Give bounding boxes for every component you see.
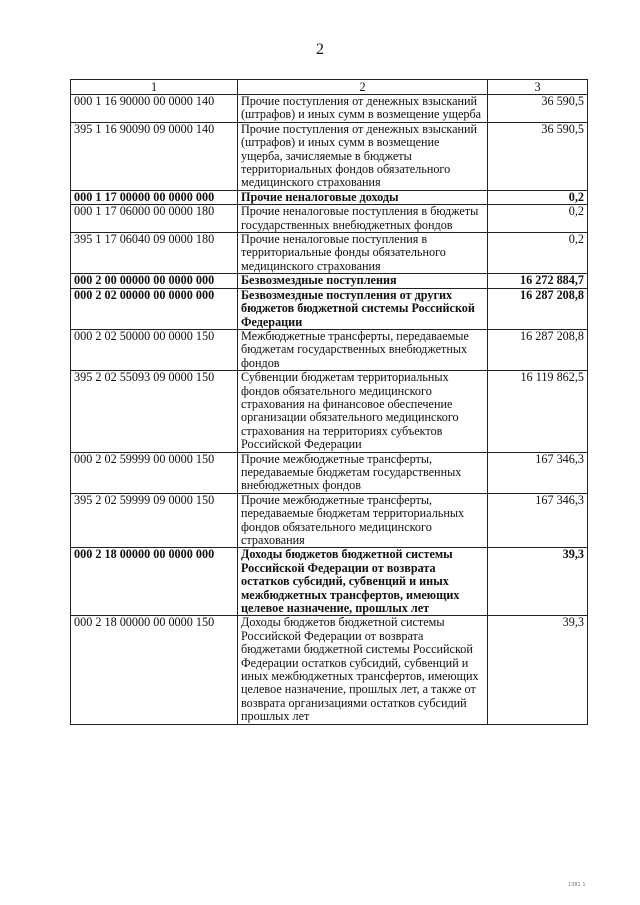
table-row	[71, 233, 588, 274]
revenue-amount: 16 287 208,8	[488, 288, 588, 329]
revenue-amount: 167 346,3	[488, 493, 588, 548]
budget-code: 000 1 17 00000 00 0000 000	[71, 190, 238, 204]
table-row	[71, 616, 588, 724]
revenue-name: Прочие неналоговые доходы	[238, 190, 488, 204]
revenue-name: Доходы бюджетов бюджетной системы Российской Федерации от возврата остатков субсидий, субвенций и иных межбюджетных трансфертов, имеющих целевое назначение, прошлых лет	[238, 548, 488, 616]
table-row	[71, 329, 588, 370]
table-row	[71, 548, 588, 616]
footer-mark: 1381 1	[568, 882, 586, 888]
column-header-2: 2	[238, 80, 488, 95]
revenue-name: Прочие неналоговые поступления в территориальные фонды обязательного медицинского страхования	[238, 233, 488, 274]
revenue-amount: 39,3	[488, 548, 588, 616]
revenue-name: Безвозмездные поступления	[238, 274, 488, 288]
table-row	[71, 452, 588, 493]
column-header-3: 3	[488, 80, 588, 95]
page-number: 2	[316, 41, 324, 58]
revenue-amount: 36 590,5	[488, 122, 588, 190]
budget-code: 000 2 02 59999 00 0000 150	[71, 452, 238, 493]
budget-code: 395 1 16 90090 09 0000 140	[71, 122, 238, 190]
table-row	[71, 205, 588, 233]
column-header-1: 1	[71, 80, 238, 95]
budget-code: 000 2 18 00000 00 0000 150	[71, 616, 238, 724]
table-row	[71, 95, 588, 123]
revenue-amount: 0,2	[488, 190, 588, 204]
revenue-name: Прочие поступления от денежных взысканий (штрафов) и иных сумм в возмещение ущерба	[238, 95, 488, 123]
revenue-amount: 0,2	[488, 233, 588, 274]
revenue-name: Прочие поступления от денежных взысканий (штрафов) и иных сумм в возмещение ущерба, зачисляемые в бюджеты территориальных фондов обязательного медицинского страхования	[238, 122, 488, 190]
budget-code: 000 1 17 06000 00 0000 180	[71, 205, 238, 233]
table-row	[71, 371, 588, 452]
budget-code: 000 2 02 00000 00 0000 000	[71, 288, 238, 329]
budget-code: 000 2 18 00000 00 0000 000	[71, 548, 238, 616]
revenue-amount: 36 590,5	[488, 95, 588, 123]
budget-code: 395 2 02 59999 09 0000 150	[71, 493, 238, 548]
table-row	[71, 493, 588, 548]
budget-code: 000 1 16 90000 00 0000 140	[71, 95, 238, 123]
revenue-amount: 0,2	[488, 205, 588, 233]
table-row	[71, 288, 588, 329]
revenue-amount: 16 119 862,5	[488, 371, 588, 452]
table-row	[71, 190, 588, 204]
table-header-row	[71, 80, 588, 95]
table-row	[71, 122, 588, 190]
revenue-name: Прочие межбюджетные трансферты, передаваемые бюджетам государственных внебюджетных фондов	[238, 452, 488, 493]
revenue-name: Доходы бюджетов бюджетной системы Российской Федерации от возврата бюджетами бюджетной системы Российской Федерации остатков субсидий, субвенций и иных межбюджетных трансфертов, имеющих целевое назначение, прошлых лет, а также от возврата организациями остатков субсидий прошлых лет	[238, 616, 488, 724]
revenue-amount: 16 272 884,7	[488, 274, 588, 288]
table-row	[71, 274, 588, 288]
revenue-table	[70, 79, 588, 725]
revenue-amount: 167 346,3	[488, 452, 588, 493]
revenue-amount: 39,3	[488, 616, 588, 724]
budget-code: 395 1 17 06040 09 0000 180	[71, 233, 238, 274]
budget-code: 000 2 00 00000 00 0000 000	[71, 274, 238, 288]
revenue-name: Прочие межбюджетные трансферты, передаваемые бюджетам территориальных фондов обязательного медицинского страхования	[238, 493, 488, 548]
revenue-name: Субвенции бюджетам территориальных фондов обязательного медицинского страхования на финансовое обеспечение организации обязательного медицинского страхования на территориях субъектов Российской Федерации	[238, 371, 488, 452]
revenue-name: Безвозмездные поступления от других бюджетов бюджетной системы Российской Федерации	[238, 288, 488, 329]
budget-code: 000 2 02 50000 00 0000 150	[71, 329, 238, 370]
budget-code: 395 2 02 55093 09 0000 150	[71, 371, 238, 452]
revenue-amount: 16 287 208,8	[488, 329, 588, 370]
revenue-name: Межбюджетные трансферты, передаваемые бюджетам государственных внебюджетных фондов	[238, 329, 488, 370]
revenue-name: Прочие неналоговые поступления в бюджеты государственных внебюджетных фондов	[238, 205, 488, 233]
